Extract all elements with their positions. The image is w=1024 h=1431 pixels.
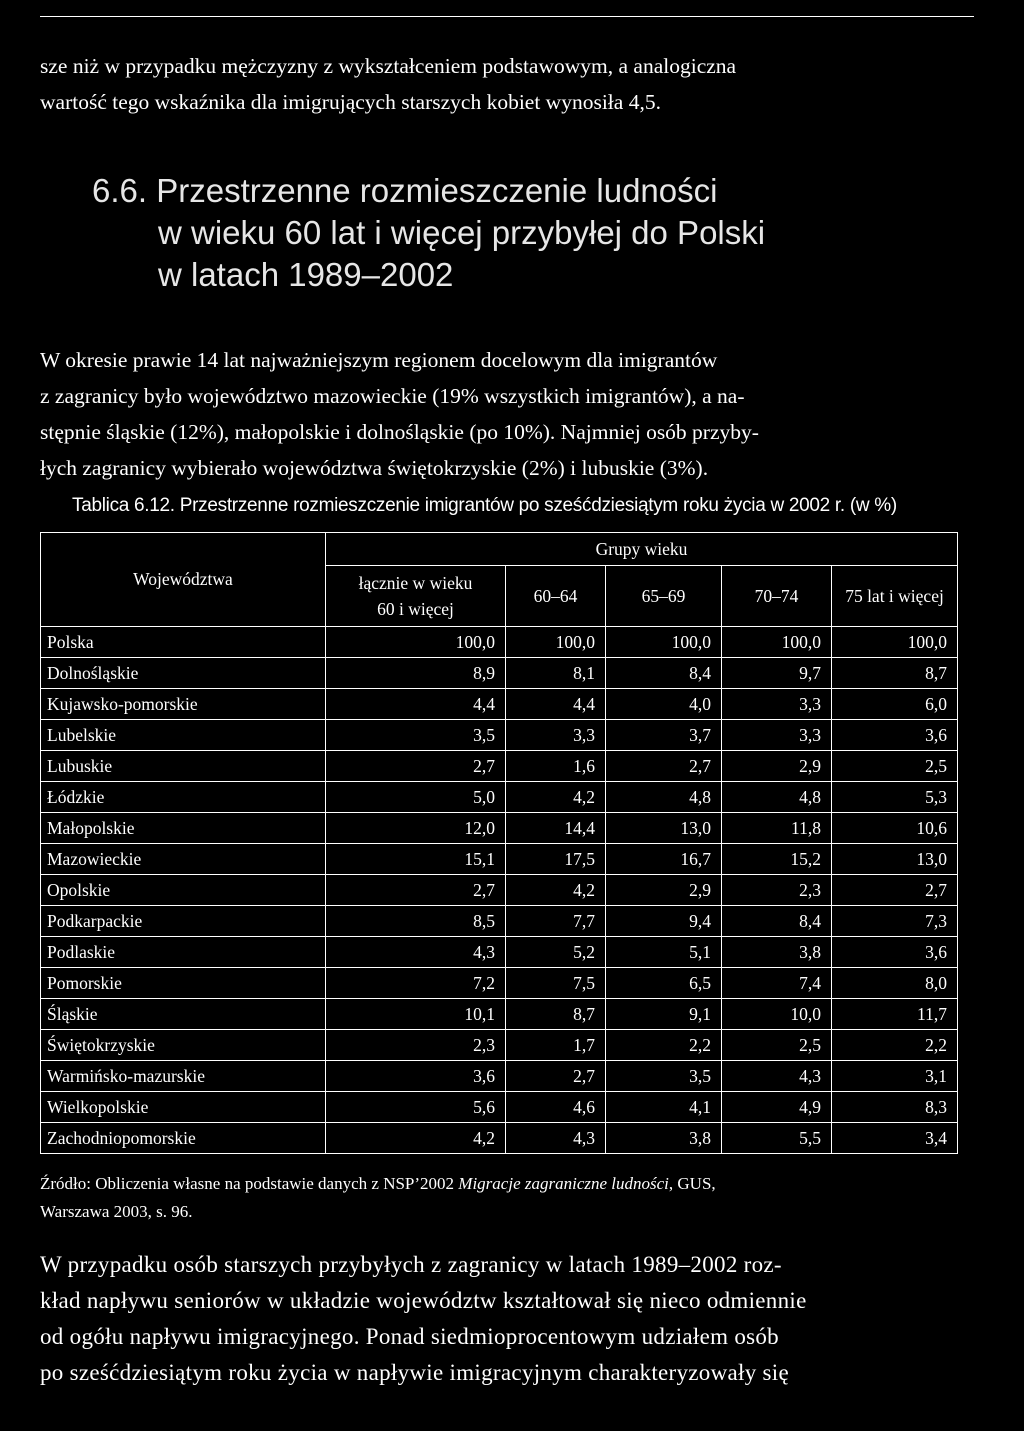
table-row [41, 906, 958, 937]
table-row [41, 968, 958, 999]
text-line: sze niż w przypadku mężczyzny z wykształceniem podstawowym, a analogiczna [40, 54, 737, 78]
value-cell: 100,0 [506, 627, 606, 658]
value-cell: 15,2 [722, 844, 832, 875]
value-cell: 3,8 [722, 937, 832, 968]
region-name-cell: Małopolskie [41, 813, 326, 844]
closing-paragraph [40, 1247, 968, 1391]
value-cell: 2,9 [606, 875, 722, 906]
source-note [40, 1170, 970, 1226]
value-cell: 13,0 [606, 813, 722, 844]
text-line: po sześćdziesiątym roku życia w napływie imigracyjnym charakteryzowały się [40, 1360, 789, 1385]
heading-line: 6.6. Przestrzenne rozmieszczenie ludności [92, 172, 718, 209]
header-age-groups: Grupy wieku [326, 533, 958, 566]
intro-paragraph [40, 48, 968, 120]
header-region: Województwa [41, 533, 326, 627]
value-cell: 8,4 [722, 906, 832, 937]
value-cell: 7,7 [506, 906, 606, 937]
table-row [41, 999, 958, 1030]
region-name-cell: Podlaskie [41, 937, 326, 968]
header-75-plus: 75 lat i więcej [832, 566, 958, 627]
value-cell: 4,3 [722, 1061, 832, 1092]
region-name-cell: Śląskie [41, 999, 326, 1030]
value-cell: 2,7 [506, 1061, 606, 1092]
value-cell: 11,8 [722, 813, 832, 844]
value-cell: 2,2 [832, 1030, 958, 1061]
region-name-cell: Lubuskie [41, 751, 326, 782]
table-row [41, 1061, 958, 1092]
value-cell: 6,0 [832, 689, 958, 720]
region-name-cell: Zachodniopomorskie [41, 1123, 326, 1154]
value-cell: 5,6 [326, 1092, 506, 1123]
value-cell: 100,0 [722, 627, 832, 658]
value-cell: 17,5 [506, 844, 606, 875]
text-line: z zagranicy było województwo mazowieckie (19% wszystkich imigrantów), a na- [40, 384, 745, 408]
header-total-line1: łącznie w wieku [358, 573, 473, 593]
value-cell: 3,6 [832, 937, 958, 968]
value-cell: 5,0 [326, 782, 506, 813]
value-cell: 1,7 [506, 1030, 606, 1061]
header-total-line2: 60 i więcej [377, 599, 454, 619]
value-cell: 2,7 [326, 751, 506, 782]
text-line: W okresie prawie 14 lat najważniejszym regionem docelowym dla imigrantów [40, 348, 718, 372]
table-caption: Tablica 6.12. Przestrzenne rozmieszczenie imigrantów po sześćdziesiątym roku życia w 2002 r. (w %) [72, 495, 897, 516]
value-cell: 4,3 [326, 937, 506, 968]
value-cell: 4,2 [506, 782, 606, 813]
value-cell: 2,7 [606, 751, 722, 782]
value-cell: 14,4 [506, 813, 606, 844]
value-cell: 4,4 [326, 689, 506, 720]
value-cell: 2,7 [832, 875, 958, 906]
table-row [41, 658, 958, 689]
text-line: wartość tego wskaźnika dla imigrujących starszych kobiet wynosiła 4,5. [40, 90, 661, 114]
value-cell: 4,2 [326, 1123, 506, 1154]
region-name-cell: Świętokrzyskie [41, 1030, 326, 1061]
value-cell: 5,2 [506, 937, 606, 968]
region-name-cell: Mazowieckie [41, 844, 326, 875]
value-cell: 5,3 [832, 782, 958, 813]
value-cell: 2,3 [722, 875, 832, 906]
value-cell: 3,3 [506, 720, 606, 751]
value-cell: 2,9 [722, 751, 832, 782]
value-cell: 10,0 [722, 999, 832, 1030]
value-cell: 4,9 [722, 1092, 832, 1123]
value-cell: 8,5 [326, 906, 506, 937]
value-cell: 5,5 [722, 1123, 832, 1154]
value-cell: 9,7 [722, 658, 832, 689]
region-name-cell: Warmińsko-mazurskie [41, 1061, 326, 1092]
table-row [41, 751, 958, 782]
header-total [326, 566, 506, 627]
value-cell: 3,8 [606, 1123, 722, 1154]
value-cell: 6,5 [606, 968, 722, 999]
table-row [41, 689, 958, 720]
top-rule [40, 16, 974, 17]
body-paragraph [40, 342, 968, 486]
value-cell: 8,7 [832, 658, 958, 689]
source-title: Migracje zagraniczne ludności [458, 1174, 669, 1193]
value-cell: 8,3 [832, 1092, 958, 1123]
value-cell: 2,5 [722, 1030, 832, 1061]
value-cell: 100,0 [606, 627, 722, 658]
value-cell: 10,1 [326, 999, 506, 1030]
section-heading [92, 170, 765, 296]
value-cell: 9,4 [606, 906, 722, 937]
text-line: kład napływu seniorów w układzie województw kształtował się nieco odmiennie [40, 1288, 807, 1313]
region-name-cell: Łódzkie [41, 782, 326, 813]
value-cell: 10,6 [832, 813, 958, 844]
text-line: W przypadku osób starszych przybyłych z zagranicy w latach 1989–2002 roz- [40, 1252, 782, 1277]
value-cell: 8,0 [832, 968, 958, 999]
text-line: od ogółu napływu imigracyjnego. Ponad siedmioprocentowym udziałem osób [40, 1324, 779, 1349]
value-cell: 3,3 [722, 720, 832, 751]
value-cell: 16,7 [606, 844, 722, 875]
value-cell: 7,4 [722, 968, 832, 999]
value-cell: 8,4 [606, 658, 722, 689]
region-name-cell: Dolnośląskie [41, 658, 326, 689]
table-body [41, 627, 958, 1154]
table-row [41, 1030, 958, 1061]
table-row [41, 1092, 958, 1123]
value-cell: 2,3 [326, 1030, 506, 1061]
source-line2: Warszawa 2003, s. 96. [40, 1202, 193, 1221]
value-cell: 4,4 [506, 689, 606, 720]
region-name-cell: Lubelskie [41, 720, 326, 751]
region-name-cell: Kujawsko-pomorskie [41, 689, 326, 720]
value-cell: 15,1 [326, 844, 506, 875]
value-cell: 9,1 [606, 999, 722, 1030]
source-suffix: , GUS, [668, 1174, 716, 1193]
table-row [41, 844, 958, 875]
table-row [41, 1123, 958, 1154]
value-cell: 12,0 [326, 813, 506, 844]
value-cell: 8,7 [506, 999, 606, 1030]
value-cell: 5,1 [606, 937, 722, 968]
table-row [41, 782, 958, 813]
region-name-cell: Polska [41, 627, 326, 658]
value-cell: 4,6 [506, 1092, 606, 1123]
table-row [41, 937, 958, 968]
value-cell: 100,0 [832, 627, 958, 658]
value-cell: 4,2 [506, 875, 606, 906]
table-row [41, 813, 958, 844]
value-cell: 2,7 [326, 875, 506, 906]
region-name-cell: Wielkopolskie [41, 1092, 326, 1123]
source-prefix: Źródło: Obliczenia własne na podstawie danych z NSP’2002 [40, 1174, 459, 1193]
value-cell: 11,7 [832, 999, 958, 1030]
value-cell: 3,7 [606, 720, 722, 751]
value-cell: 3,6 [832, 720, 958, 751]
table-row [41, 875, 958, 906]
value-cell: 7,2 [326, 968, 506, 999]
data-table [40, 532, 958, 1154]
value-cell: 3,4 [832, 1123, 958, 1154]
value-cell: 4,8 [606, 782, 722, 813]
value-cell: 8,9 [326, 658, 506, 689]
region-name-cell: Pomorskie [41, 968, 326, 999]
region-name-cell: Podkarpackie [41, 906, 326, 937]
text-line: łych zagranicy wybierało województwa świętokrzyskie (2%) i lubuskie (3%). [40, 456, 709, 480]
value-cell: 3,5 [326, 720, 506, 751]
table-row [41, 627, 958, 658]
value-cell: 3,1 [832, 1061, 958, 1092]
value-cell: 7,5 [506, 968, 606, 999]
value-cell: 7,3 [832, 906, 958, 937]
header-65-69: 65–69 [606, 566, 722, 627]
table-row [41, 720, 958, 751]
value-cell: 2,2 [606, 1030, 722, 1061]
value-cell: 4,3 [506, 1123, 606, 1154]
heading-line: w wieku 60 lat i więcej przybyłej do Polski [158, 214, 766, 251]
value-cell: 3,3 [722, 689, 832, 720]
value-cell: 13,0 [832, 844, 958, 875]
value-cell: 3,5 [606, 1061, 722, 1092]
value-cell: 3,6 [326, 1061, 506, 1092]
value-cell: 4,1 [606, 1092, 722, 1123]
value-cell: 4,8 [722, 782, 832, 813]
header-60-64: 60–64 [506, 566, 606, 627]
region-name-cell: Opolskie [41, 875, 326, 906]
text-line: stępnie śląskie (12%), małopolskie i dolnośląskie (po 10%). Najmniej osób przyby- [40, 420, 759, 444]
value-cell: 100,0 [326, 627, 506, 658]
value-cell: 1,6 [506, 751, 606, 782]
header-70-74: 70–74 [722, 566, 832, 627]
value-cell: 4,0 [606, 689, 722, 720]
heading-line: w latach 1989–2002 [158, 256, 454, 293]
value-cell: 2,5 [832, 751, 958, 782]
value-cell: 8,1 [506, 658, 606, 689]
